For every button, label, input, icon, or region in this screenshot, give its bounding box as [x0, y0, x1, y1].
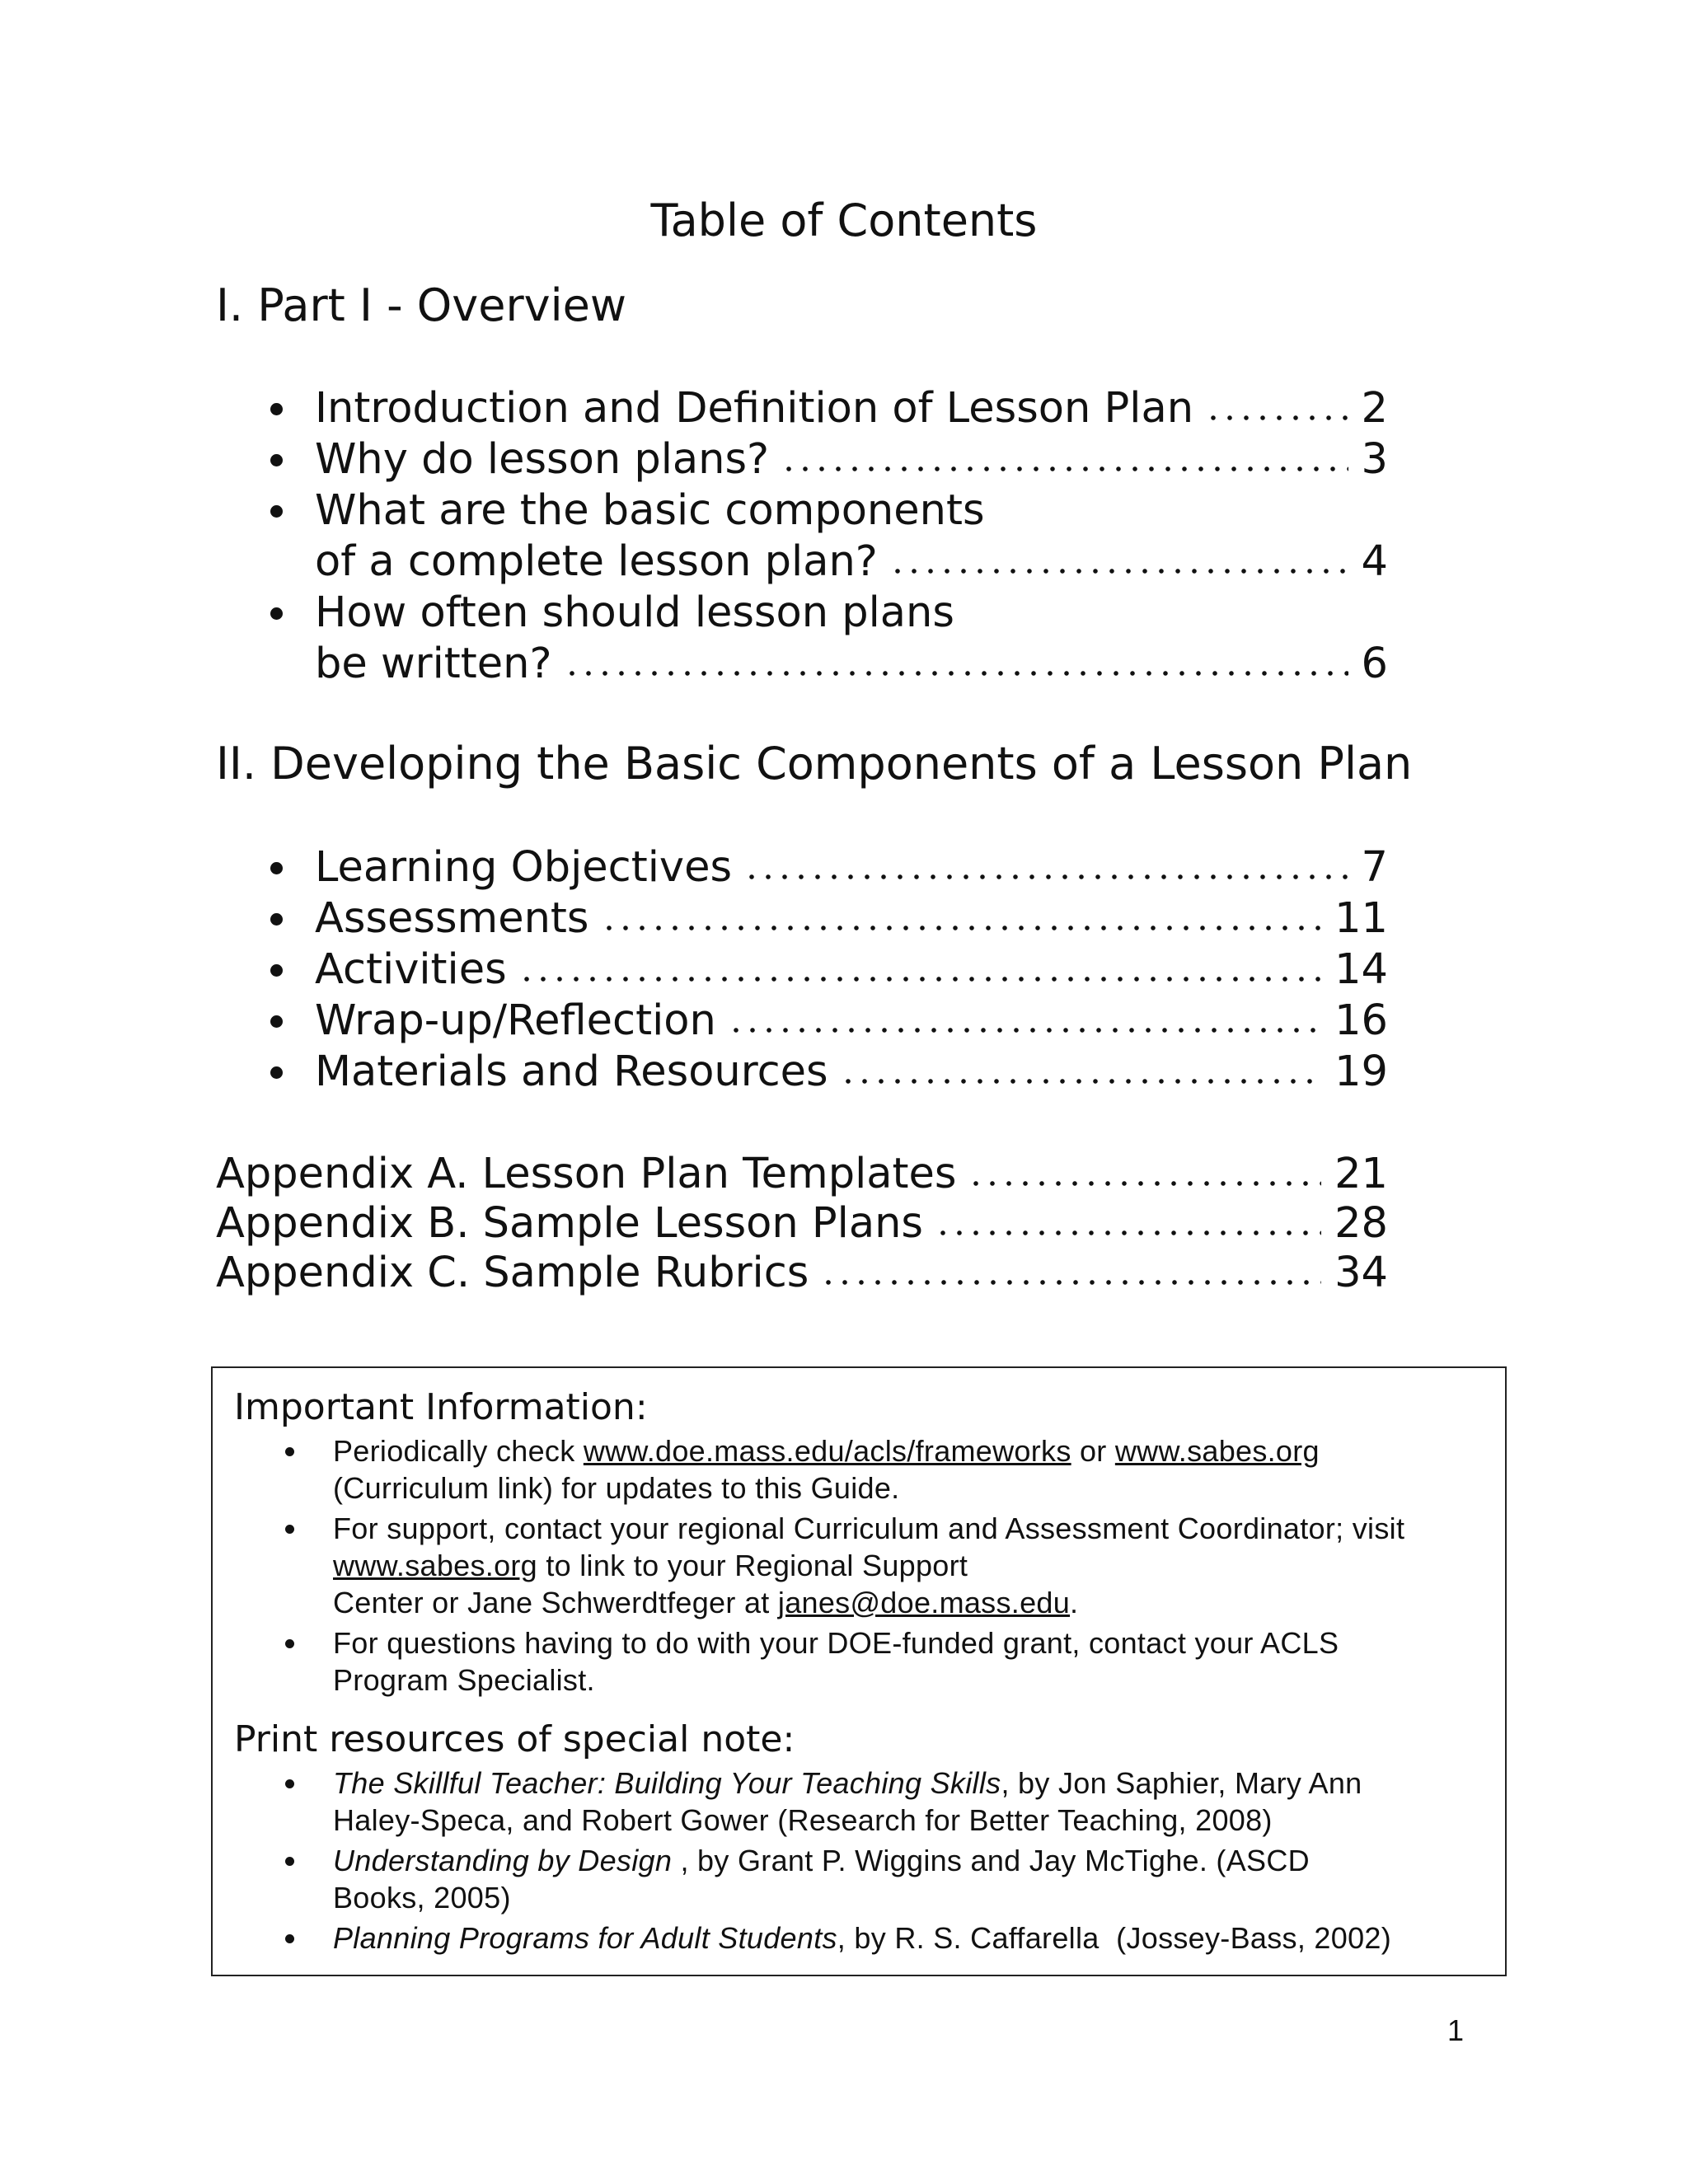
- info-item-line: (Curriculum link) for updates to this Guide.: [333, 1471, 900, 1505]
- toc-entry-label-continued: be written?: [315, 640, 552, 688]
- toc-entry-label: Assessments: [315, 894, 589, 943]
- resource-line: Haley-Speca, and Robert Gower (Research for Better Teaching, 2008): [333, 1803, 1273, 1837]
- print-resources-heading: Print resources of special note:: [234, 1718, 795, 1760]
- toc-entry-page: 4: [1361, 537, 1388, 586]
- important-information-heading: Important Information:: [234, 1386, 648, 1428]
- appendix-entry-page: 21: [1334, 1150, 1388, 1198]
- bullet-icon: [270, 454, 283, 466]
- bullet-icon: [285, 1934, 294, 1943]
- resource-text: , by R. S. Caffarella (Jossey-Bass, 2002): [837, 1921, 1391, 1955]
- toc-entry-label: What are the basic components: [315, 486, 985, 535]
- bullet-icon: [285, 1525, 294, 1534]
- bullet-icon: [270, 913, 283, 926]
- resource-text: , by Grant P. Wiggins and Jay McTighe. (ASCD: [672, 1844, 1310, 1877]
- dot-leader: [564, 671, 1348, 676]
- book-title: Planning Programs for Adult Students: [333, 1921, 837, 1955]
- toc-entry-label-continued: of a complete lesson plan?: [315, 537, 878, 586]
- dot-leader: [840, 1079, 1322, 1084]
- section-heading-part-1: I. Part I - Overview: [216, 279, 626, 331]
- toc-entry-page: 2: [1361, 384, 1388, 433]
- part-2-contents: [265, 842, 1388, 1098]
- dot-leader: [1205, 415, 1348, 420]
- resource-line: [333, 1765, 1484, 1802]
- book-title: The Skillful Teacher: Building Your Teaching Skills: [333, 1766, 1001, 1800]
- resource-line: [333, 1842, 1484, 1879]
- resource-line: Books, 2005): [333, 1881, 511, 1915]
- page-title: Table of Contents: [650, 194, 1038, 246]
- info-item: [234, 1510, 1484, 1621]
- info-text: or: [1071, 1434, 1115, 1468]
- appendix-contents: [216, 1150, 1388, 1298]
- appendix-entry[interactable]: [216, 1199, 1388, 1249]
- section-heading-part-2: II. Developing the Basic Components of a Lesson Plan: [216, 738, 1413, 790]
- dot-leader: [820, 1280, 1321, 1285]
- important-information-box: [211, 1366, 1507, 1976]
- bullet-icon: [270, 964, 283, 977]
- toc-entry[interactable]: [265, 434, 1388, 485]
- book-title: Understanding by Design: [333, 1844, 673, 1877]
- resource-text: , by Jon Saphier, Mary Ann: [1001, 1766, 1362, 1800]
- toc-entry[interactable]: [265, 842, 1388, 893]
- dot-leader: [781, 466, 1348, 471]
- appendix-entry-page: 34: [1334, 1249, 1388, 1297]
- toc-entry-label: Introduction and Definition of Lesson Plan: [315, 384, 1194, 433]
- toc-entry-page: 7: [1361, 843, 1388, 892]
- toc-entry[interactable]: [265, 588, 1388, 690]
- toc-entry[interactable]: [265, 1047, 1388, 1098]
- resource-item: [234, 1919, 1484, 1957]
- info-text: to link to your Regional Support: [537, 1549, 968, 1582]
- toc-entry-label: Why do lesson plans?: [315, 435, 770, 484]
- important-information-list: [234, 1432, 1484, 1699]
- sabes-link[interactable]: www.sabes.org: [1114, 1434, 1320, 1468]
- bullet-icon: [285, 1447, 294, 1456]
- info-item-line: For questions having to do with your DOE-funded grant, contact your ACLS: [333, 1626, 1339, 1660]
- bullet-icon: [285, 1779, 294, 1788]
- sabes-link[interactable]: www.sabes.org: [333, 1549, 538, 1582]
- dot-leader: [518, 977, 1321, 982]
- info-item-line: [333, 1432, 1484, 1469]
- bullet-icon: [270, 505, 283, 518]
- toc-entry-label: Learning Objectives: [315, 843, 733, 892]
- bullet-icon: [285, 1857, 294, 1866]
- resource-item: [234, 1765, 1484, 1839]
- page-number: 1: [1447, 2013, 1464, 2047]
- toc-entry-page: 14: [1334, 945, 1388, 994]
- bullet-icon: [270, 862, 283, 874]
- appendix-entry-label: Appendix C. Sample Rubrics: [216, 1249, 809, 1297]
- toc-entry-page: 16: [1334, 996, 1388, 1045]
- toc-entry[interactable]: [265, 485, 1388, 588]
- dot-leader: [728, 1028, 1321, 1033]
- info-item-line: [333, 1584, 1484, 1621]
- toc-entry-page: 6: [1361, 640, 1388, 688]
- resource-item: [234, 1842, 1484, 1916]
- toc-entry-label: Wrap-up/Reflection: [315, 996, 716, 1045]
- info-text: .: [1070, 1586, 1079, 1619]
- dot-leader: [601, 926, 1322, 930]
- dot-leader: [743, 874, 1348, 879]
- toc-entry-page: 19: [1334, 1047, 1388, 1096]
- toc-entry-page: 11: [1334, 894, 1388, 943]
- part-1-contents: [265, 383, 1388, 690]
- info-item: [234, 1432, 1484, 1507]
- info-item-line: Program Specialist.: [333, 1663, 595, 1697]
- toc-entry[interactable]: [265, 944, 1388, 996]
- appendix-entry[interactable]: [216, 1249, 1388, 1298]
- toc-entry[interactable]: [265, 383, 1388, 434]
- appendix-entry-label: Appendix A. Lesson Plan Templates: [216, 1150, 957, 1198]
- dot-leader: [935, 1230, 1321, 1235]
- print-resources-list: [234, 1765, 1484, 1957]
- resource-line: [333, 1919, 1484, 1957]
- dot-leader: [889, 569, 1348, 574]
- toc-entry-label: How often should lesson plans: [315, 588, 954, 637]
- bullet-icon: [270, 607, 283, 620]
- info-item-line: For support, contact your regional Curriculum and Assessment Coordinator; visit: [333, 1511, 1405, 1545]
- appendix-entry-label: Appendix B. Sample Lesson Plans: [216, 1199, 923, 1248]
- toc-entry-page: 3: [1361, 435, 1388, 484]
- appendix-entry[interactable]: [216, 1150, 1388, 1199]
- dot-leader: [968, 1181, 1321, 1186]
- appendix-entry-page: 28: [1334, 1199, 1388, 1248]
- info-text: Periodically check: [333, 1434, 584, 1468]
- toc-entry[interactable]: [265, 996, 1388, 1047]
- toc-entry-label: Activities: [315, 945, 507, 994]
- toc-entry[interactable]: [265, 893, 1388, 944]
- bullet-icon: [285, 1639, 294, 1648]
- info-item-line: [333, 1547, 1484, 1584]
- bullet-icon: [270, 1015, 283, 1028]
- bullet-icon: [270, 1066, 283, 1079]
- info-text: Center or Jane Schwerdtfeger at: [333, 1586, 778, 1619]
- email-link[interactable]: janes@doe.mass.edu: [777, 1586, 1071, 1619]
- bullet-icon: [270, 403, 283, 415]
- info-item: [234, 1624, 1484, 1699]
- frameworks-link[interactable]: www.doe.mass.edu/acls/frameworks: [583, 1434, 1071, 1468]
- toc-entry-label: Materials and Resources: [315, 1047, 828, 1096]
